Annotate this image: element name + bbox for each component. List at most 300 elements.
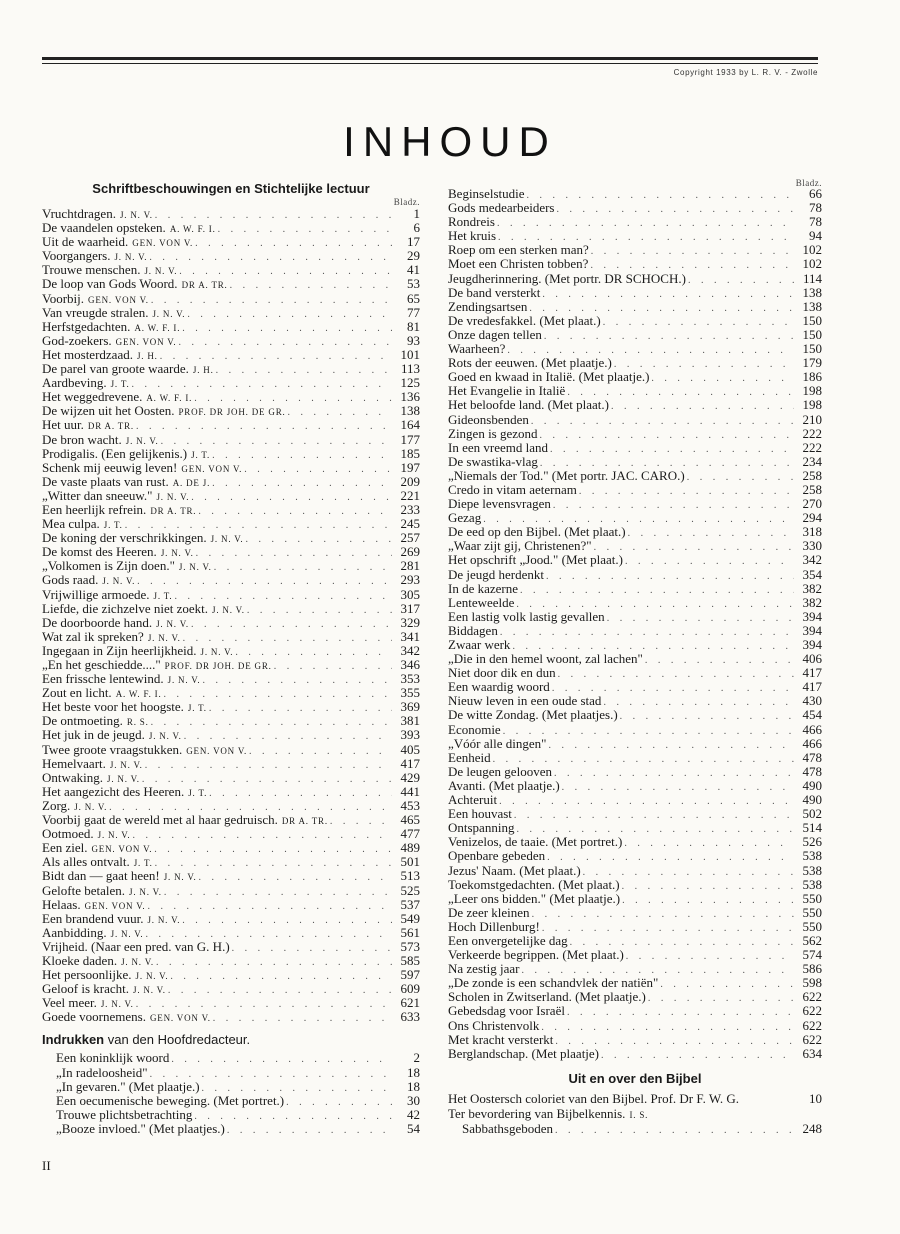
entry-page: 489 [400, 841, 420, 856]
entry-title: Niet door dik en dun [448, 666, 556, 681]
entry-title: Trouwe plichtsbetrachting [56, 1107, 193, 1122]
entry-title: Geloof is kracht. [42, 982, 130, 997]
toc-entry [42, 1108, 420, 1122]
section-heading-indrukken [42, 1032, 420, 1048]
entry-page: 405 [400, 742, 420, 757]
entry-page: 538 [802, 863, 822, 878]
toc-entry [448, 652, 822, 666]
entry-page: 233 [400, 502, 420, 517]
toc-entry [42, 362, 420, 376]
entry-page: 78 [809, 215, 822, 230]
entry-title: Veel meer. [42, 996, 97, 1011]
entry-title: Moet een Christen tobben? [448, 257, 589, 272]
entry-title: Jezus' Naam. (Met plaat.) [448, 863, 581, 878]
dot-leader [230, 279, 392, 291]
entry-page: 269 [400, 545, 420, 560]
dot-leader [579, 485, 794, 497]
toc-entry [448, 398, 822, 412]
toc-entry [42, 475, 420, 489]
entry-title: Het aangezicht des Heeren. [42, 784, 185, 799]
dot-leader [232, 942, 392, 954]
entry-page: 114 [802, 271, 822, 286]
dot-leader [145, 759, 392, 771]
entry-title: Een frissche lentewind. [42, 672, 164, 687]
entry-page: 198 [802, 398, 822, 413]
dot-leader [132, 829, 392, 841]
toc-entry [448, 990, 822, 1004]
entry-page: 621 [400, 996, 420, 1011]
toc-entry [448, 849, 822, 863]
entry-page: 549 [400, 911, 420, 926]
indrukken-subtitle: van den Hoofdredacteur. [107, 1032, 251, 1048]
entry-title: Diepe levensvragen [448, 497, 551, 512]
toc-entry [42, 1010, 420, 1024]
entry-page: 622 [802, 990, 822, 1005]
entry-title: De koning der verschrikkingen. [42, 531, 207, 546]
entry-page: 197 [400, 460, 420, 475]
toc-entry [42, 940, 420, 954]
toc-entry [42, 1066, 420, 1080]
toc-entry [42, 559, 420, 573]
dot-leader [555, 1123, 794, 1136]
entry-title: Het beloofde land. (Met plaat.) [448, 398, 609, 413]
entry-page: 526 [802, 835, 822, 850]
toc-entry [42, 771, 420, 785]
entry-title: De leugen gelooven [448, 764, 552, 779]
copyright-notice: Copyright 1933 by L. R. V. - Zwolle [673, 68, 818, 77]
entry-title: De zeer kleinen [448, 905, 530, 920]
toc-entry [448, 356, 822, 370]
toc-entry [42, 1122, 420, 1136]
toc-entry [448, 553, 822, 567]
left-entry-list [42, 207, 420, 1024]
entry-page: 2 [413, 1051, 420, 1066]
toc-entry [42, 207, 420, 221]
toc-entry [42, 884, 420, 898]
toc-entry [448, 624, 822, 638]
entry-title: Een onvergetelijke dag [448, 933, 568, 948]
entry-page: 93 [407, 333, 420, 348]
entry-page: 477 [400, 827, 420, 842]
toc-entry [42, 926, 420, 940]
toc-entry [42, 912, 420, 926]
dot-leader [648, 992, 794, 1004]
toc-entry [448, 1033, 822, 1047]
entry-title: Het Evangelie in Italië [448, 384, 566, 399]
toc-entry [42, 954, 420, 968]
entry-author: GEN. VON V. [88, 294, 149, 305]
dot-leader [622, 894, 794, 906]
entry-author: GEN. VON V. [91, 844, 153, 855]
entry-author: J. N. V. [160, 548, 194, 559]
entry-title: „Vóór alle dingen" [448, 736, 547, 751]
entry-author: A. W. F. I. [115, 689, 162, 700]
entry-author: J. N. V. [100, 999, 134, 1010]
entry-author: J. N. V. [119, 210, 153, 220]
toc-entry [42, 968, 420, 982]
dot-leader [330, 815, 392, 827]
entry-page: 598 [802, 976, 822, 991]
toc-entry [448, 751, 822, 765]
toc-entry [448, 1091, 822, 1106]
dot-leader [540, 457, 794, 469]
entry-page: 561 [400, 925, 420, 940]
entry-author: J. N. V. [167, 675, 201, 686]
toc-entry [448, 765, 822, 779]
entry-author: DR A. TR. [181, 280, 228, 291]
dot-leader [168, 984, 392, 996]
entry-page: 417 [802, 666, 822, 681]
entry-title: Ter bevordering van Bijbelkennis. [448, 1105, 626, 1121]
entry-title: Avanti. (Met plaatje.) [448, 778, 560, 793]
dot-leader [531, 415, 794, 427]
entry-author: A. W. F. I. [169, 224, 216, 235]
entry-title: De doorboorde hand. [42, 615, 153, 630]
entry-page: 54 [407, 1121, 420, 1136]
entry-page: 150 [802, 313, 822, 328]
dot-leader [132, 378, 392, 390]
dot-leader [583, 866, 794, 878]
entry-title: De komst des Heeren. [42, 545, 157, 560]
entry-page: 221 [400, 488, 420, 503]
entry-title: Een heerlijk refrein. [42, 502, 147, 517]
dot-leader [109, 801, 392, 813]
entry-title: Waarheen? [448, 342, 506, 357]
entry-title: Het juk in de jeugd. [42, 728, 145, 743]
entry-author: DR A. TR. [87, 421, 134, 432]
entry-title: Toekomstgedachten. (Met plaat.) [448, 877, 620, 892]
toc-entry [42, 813, 420, 827]
dot-leader [164, 886, 392, 898]
dot-leader [235, 646, 392, 658]
toc-entry [42, 686, 420, 700]
entry-title: Ontspanning [448, 821, 515, 836]
entry-author: J. N. V. [178, 562, 212, 573]
dot-leader [567, 1006, 794, 1018]
entry-author: J. N. V. [156, 491, 190, 502]
entry-author: J. N. V. [97, 830, 131, 841]
entry-author: A. W. F. I. [146, 393, 193, 404]
entry-author: J. T. [153, 590, 173, 601]
entry-title: De jeugd herdenkt [448, 567, 545, 582]
dot-leader [244, 463, 392, 475]
dot-leader [191, 618, 392, 630]
dot-leader [529, 302, 794, 314]
entry-page: 18 [407, 1065, 420, 1080]
toc-entry [448, 737, 822, 751]
entry-author: J. N. V. [135, 971, 169, 982]
toc-entry [448, 1106, 822, 1121]
toc-entry [42, 1094, 420, 1108]
dot-leader [503, 725, 794, 737]
toc-entry [448, 370, 822, 384]
toc-entry [42, 982, 420, 996]
toc-entry [448, 1019, 822, 1033]
dot-leader [125, 519, 392, 531]
toc-entry [448, 723, 822, 737]
bijbel-entry-list [448, 1091, 822, 1136]
entry-title: Het beste voor het hoogste. [42, 700, 184, 715]
dot-leader [493, 753, 794, 765]
entry-title: Een koninklijk woord [56, 1051, 170, 1066]
entry-page: 354 [802, 567, 822, 582]
dot-leader [155, 857, 392, 869]
entry-page: 622 [802, 1018, 822, 1033]
entry-page: 394 [802, 609, 822, 624]
entry-page: 585 [400, 953, 420, 968]
entry-author: GEN. VON V. [149, 1013, 211, 1024]
entry-title: Gezag [448, 511, 482, 526]
entry-page: 270 [802, 497, 822, 512]
toc-entry [42, 221, 420, 235]
entry-title: „Witter dan sneeuw." [42, 488, 153, 503]
toc-entry [448, 680, 822, 694]
entry-title: Zingen is gezond [448, 426, 538, 441]
entry-title: Gebedsdag voor Israël [448, 1004, 565, 1019]
dot-leader [550, 443, 794, 455]
entry-title: Helaas. [42, 897, 81, 912]
toc-entry [448, 934, 822, 948]
entry-title: Openbare gebeden [448, 849, 546, 864]
entry-page: 353 [400, 672, 420, 687]
entry-author: R. S. [126, 717, 149, 728]
toc-entry [448, 807, 822, 821]
entry-page: 355 [400, 686, 420, 701]
toc-entry [448, 835, 822, 849]
entry-page: 305 [400, 587, 420, 602]
entry-page: 490 [802, 793, 822, 808]
dot-leader [645, 654, 794, 666]
dot-leader [507, 344, 794, 356]
page-number: II [42, 1158, 51, 1173]
entry-title: Een brandend vuur. [42, 911, 144, 926]
entry-title: Twee groote vraagstukken. [42, 742, 183, 757]
entry-title: Jeugdherinnering. (Met portr. DR SCHOCH.) [448, 271, 686, 286]
entry-author: J. N. V. [74, 801, 108, 812]
entry-title: Liefde, die zichzelve niet zoekt. [42, 601, 209, 616]
toc-entry [448, 427, 822, 441]
entry-title: In de kazerne [448, 581, 519, 596]
entry-page: 382 [802, 595, 822, 610]
dot-leader [214, 561, 392, 573]
top-rule-thin [42, 63, 818, 64]
toc-entry [42, 235, 420, 249]
entry-page: 150 [802, 327, 822, 342]
dot-leader [497, 217, 794, 229]
entry-title: De vaste plaats van rust. [42, 474, 169, 489]
entry-page: 1 [413, 207, 420, 221]
entry-page: 586 [802, 962, 822, 977]
entry-author: GEN. VON V. [186, 745, 248, 756]
entry-page: 342 [802, 553, 822, 568]
toc-entry [42, 757, 420, 771]
entry-title: Een lastig volk lastig gevallen [448, 609, 605, 624]
toc-entry [448, 976, 822, 990]
entry-title: De witte Zondag. (Met plaatjes.) [448, 708, 618, 723]
entry-page: 150 [802, 342, 822, 357]
entry-author: J. N. V. [210, 534, 244, 545]
toc-entry [448, 694, 822, 708]
entry-title: De wijzen uit het Oosten. [42, 404, 175, 419]
dot-leader [512, 640, 794, 652]
toc-entry [42, 545, 420, 559]
dot-leader [212, 477, 392, 489]
entry-page: 622 [802, 1004, 822, 1019]
entry-title: „In radeloosheid" [56, 1065, 148, 1080]
dot-leader [164, 688, 392, 700]
dot-leader [557, 203, 795, 215]
entry-title: Biddagen [448, 623, 498, 638]
entry-page: 94 [809, 229, 822, 244]
left-column [42, 180, 420, 1136]
entry-page: 164 [400, 418, 420, 433]
entry-title: Prodigalis. (Een gelijkenis.) [42, 446, 188, 461]
dot-leader [196, 547, 392, 559]
dot-leader [521, 964, 794, 976]
toc-entry [448, 384, 822, 398]
entry-title: Vruchtdragen. [42, 207, 116, 221]
toc-entry [42, 841, 420, 855]
dot-leader [660, 978, 794, 990]
dot-leader [541, 1021, 794, 1033]
entry-title: Het uur. [42, 418, 84, 433]
dot-leader [498, 231, 794, 243]
toc-entry [42, 573, 420, 587]
dot-leader [499, 795, 794, 807]
entry-author: J. T. [103, 520, 123, 531]
toc-entry [448, 243, 822, 257]
dot-leader [527, 189, 794, 201]
toc-entry [448, 708, 822, 722]
entry-title: „Volkomen is Zijn doen." [42, 559, 175, 574]
entry-page: 102 [802, 243, 822, 258]
entry-author: J. T. [110, 379, 130, 390]
dot-leader [136, 998, 392, 1010]
toc-entry [42, 461, 420, 475]
toc-entry [448, 948, 822, 962]
entry-title: Voorgangers. [42, 249, 111, 264]
dot-leader [151, 294, 392, 306]
entry-title: Wat zal ik spreken? [42, 629, 144, 644]
toc-entry [448, 314, 822, 328]
entry-title: Het kruis [448, 229, 497, 244]
toc-entry [42, 700, 420, 714]
dot-leader [483, 513, 794, 525]
toc-entry [448, 638, 822, 652]
entry-author: J. N. V. [110, 928, 144, 939]
entry-page: 65 [407, 291, 420, 306]
toc-entry [42, 785, 420, 799]
entry-page: 281 [400, 559, 420, 574]
entry-title: Achteruit [448, 793, 498, 808]
dot-leader [137, 575, 392, 587]
entry-title: Zout en licht. [42, 686, 112, 701]
dot-leader [145, 928, 392, 940]
dot-leader [500, 626, 794, 638]
dot-leader [203, 674, 393, 686]
entry-page: 81 [407, 319, 420, 334]
entry-title: „Leer ons bidden." (Met plaatje.) [448, 891, 621, 906]
entry-title: „Booze invloed." (Met plaatjes.) [56, 1121, 225, 1136]
dot-leader [548, 739, 794, 751]
dot-leader [553, 499, 794, 511]
toc-entry [448, 215, 822, 229]
entry-page: 42 [407, 1107, 420, 1122]
entry-page: 609 [400, 982, 420, 997]
toc-entry [42, 306, 420, 320]
dot-leader [558, 668, 794, 680]
toc-entry [42, 855, 420, 869]
entry-page: 501 [400, 855, 420, 870]
toc-entry [42, 489, 420, 503]
entry-page: 125 [400, 376, 420, 391]
dot-leader [542, 922, 794, 934]
entry-title: Zorg. [42, 798, 71, 813]
entry-page: 466 [802, 736, 822, 751]
entry-author: A. DE J. [172, 477, 211, 488]
bladz-label: Bladz. [393, 197, 420, 207]
toc-entry [448, 1004, 822, 1018]
entry-title: Eenheid [448, 750, 491, 765]
entry-page: 466 [802, 722, 822, 737]
entry-page: 177 [400, 432, 420, 447]
indrukken-label: Indrukken [42, 1032, 105, 1048]
toc-entry [448, 525, 822, 539]
dot-leader [286, 1096, 392, 1108]
entry-page: 394 [802, 623, 822, 638]
entry-page: 29 [407, 249, 420, 264]
entry-author: J. T. [187, 703, 207, 714]
entry-author: J. H. [192, 365, 214, 376]
dot-leader [288, 406, 392, 418]
entry-author: GEN. VON V. [132, 238, 194, 249]
dot-leader [562, 781, 794, 793]
entry-page: 573 [400, 939, 420, 954]
toc-entry [42, 616, 420, 630]
entry-page: 513 [400, 869, 420, 884]
entry-title: Kloeke daden. [42, 953, 118, 968]
toc-entry [448, 441, 822, 455]
entry-title: Rondreis [448, 215, 495, 230]
entry-title: „Die in den hemel woont, zal lachen" [448, 652, 643, 667]
entry-author: PROF. DR JOH. DE GR. [178, 407, 286, 418]
entry-page: 369 [400, 700, 420, 715]
entry-page: 138 [802, 285, 822, 300]
dot-leader [156, 956, 392, 968]
dot-leader [142, 773, 392, 785]
toc-entry [42, 376, 420, 390]
entry-author: J. T. [191, 449, 211, 460]
toc-entry [42, 602, 420, 616]
entry-page: 538 [802, 877, 822, 892]
entry-author: GEN. VON V. [84, 900, 146, 911]
entry-title: Sabbathsgeboden [462, 1120, 553, 1136]
entry-author: J. N. V. [129, 886, 162, 897]
dot-leader [155, 209, 392, 221]
entry-title: De vredesfakkel. (Met plaat.) [448, 313, 601, 328]
entry-author: J. N. V. [156, 618, 189, 629]
entry-title: Een houvast [448, 807, 512, 822]
toc-entry [448, 920, 822, 934]
entry-page: 113 [400, 362, 420, 377]
entry-page: 78 [809, 201, 822, 216]
dot-leader [570, 936, 794, 948]
toc-entry [448, 257, 822, 271]
toc-entry [42, 588, 420, 602]
entry-page: 257 [400, 531, 420, 546]
dot-leader [516, 598, 794, 610]
toc-entry [448, 229, 822, 243]
